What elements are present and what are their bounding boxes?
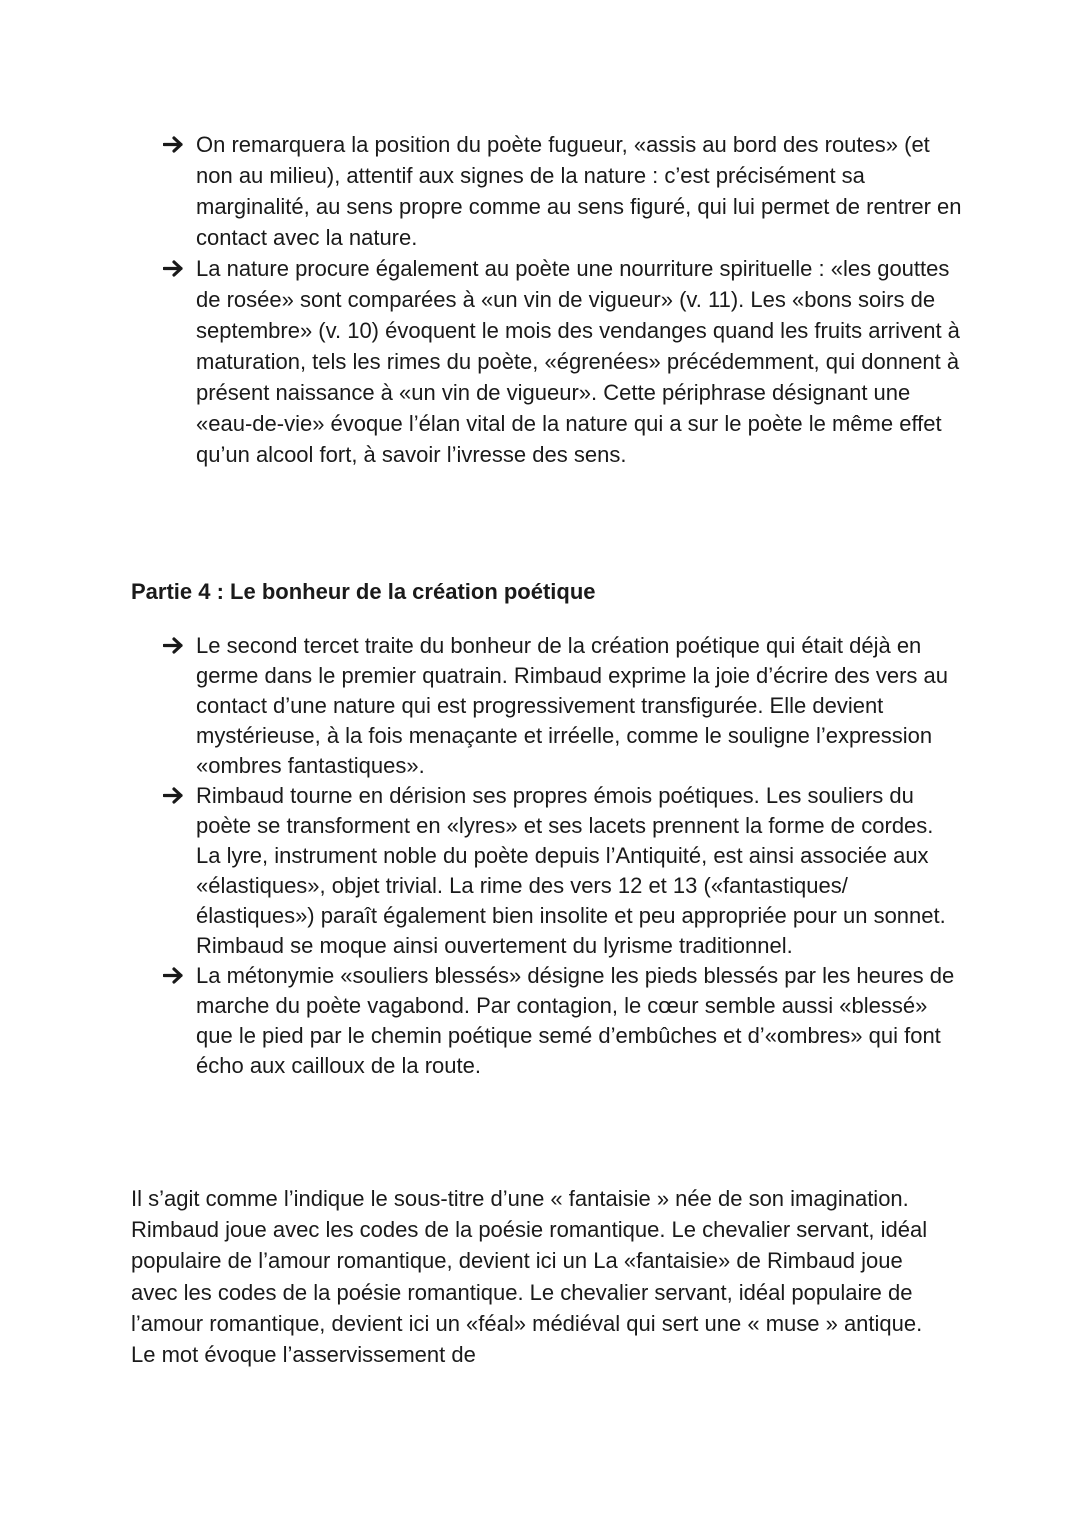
bullet-item bbox=[163, 129, 963, 253]
right-arrow-icon bbox=[163, 631, 189, 661]
right-arrow-icon bbox=[163, 253, 189, 284]
bullet-text: Le second tercet traite du bonheur de la création poétique qui était déjà en germe dans le premier quatrain. Rimbaud exprime la joie d’écrire des vers au contact d’une nature qui est progressivement transfigurée. Elle devient mystérieuse, à la fois menaçante et irréelle, comme le souligne l’expression «ombres fantastiques». bbox=[196, 633, 949, 778]
bullet-text: On remarquera la position du poète fugueur, «assis au bord des routes» (et non au milieu), attentif aux signes de la nature : c’est précisément sa marginalité, au sens propre comme au sens figuré, qui lui permet de rentrer en contact avec la nature. bbox=[196, 132, 962, 250]
bullet-item bbox=[163, 961, 963, 1081]
section-3-bullet-list bbox=[163, 129, 963, 470]
bullet-item bbox=[163, 253, 963, 470]
bullet-text: Rimbaud tourne en dérision ses propres émois poétiques. Les souliers du poète se transforment en «lyres» et ses lacets prennent la forme de cordes. La lyre, instrument noble du poète depuis l’Antiquité, est ainsi associée aux «élastiques», objet trivial. La rime des vers 12 et 13 («fantastiques/élastiques») paraît également bien insolite et peu appropriée pour un sonnet. Rimbaud se moque ainsi ouvertement du lyrisme traditionnel. bbox=[196, 783, 946, 958]
section-heading: Partie 4 : Le bonheur de la création poétique bbox=[131, 579, 596, 604]
section-4-bullet-list bbox=[163, 631, 963, 1081]
conclusion-paragraph: Il s’agit comme l’indique le sous-titre d’une « fantaisie » née de son imagination. Rimbaud joue avec les codes de la poésie romantique. Le chevalier servant, idéal populaire de l’amour romantique, devient ici un La «fantaisie» de Rimbaud joue avec les codes de la poésie romantique. Le chevalier servant, idéal populaire de l’amour romantique, devient ici un «féal» médiéval qui sert une « muse » antique. Le mot évoque l’asservissement de bbox=[131, 1186, 928, 1368]
bullet-text: La nature procure également au poète une nourriture spirituelle : «les gouttes de rosée» sont comparées à «un vin de vigueur» (v. 11). Les «bons soirs de septembre» (v. 10) évoquent le mois des vendanges quand les fruits arrivent à maturation, tels les rimes du poète, «égrenées» précédemment, qui donnent à présent naissance à «un vin de vigueur». Cette périphrase désignant une «eau-de-vie» évoque l’élan vital de la nature qui a sur le poète le même effet qu’un alcool fort, à savoir l’ivresse des sens. bbox=[196, 256, 960, 467]
right-arrow-icon bbox=[163, 129, 189, 160]
right-arrow-icon bbox=[163, 781, 189, 811]
bullet-item bbox=[163, 631, 963, 781]
bullet-item bbox=[163, 781, 963, 961]
right-arrow-icon bbox=[163, 961, 189, 991]
bullet-text: La métonymie «souliers blessés» désigne les pieds blessés par les heures de marche du poète vagabond. Par contagion, le cœur semble aussi «blessé» que le pied par le chemin poétique semé d’embûches et d’«ombres» qui font écho aux cailloux de la route. bbox=[196, 963, 955, 1078]
